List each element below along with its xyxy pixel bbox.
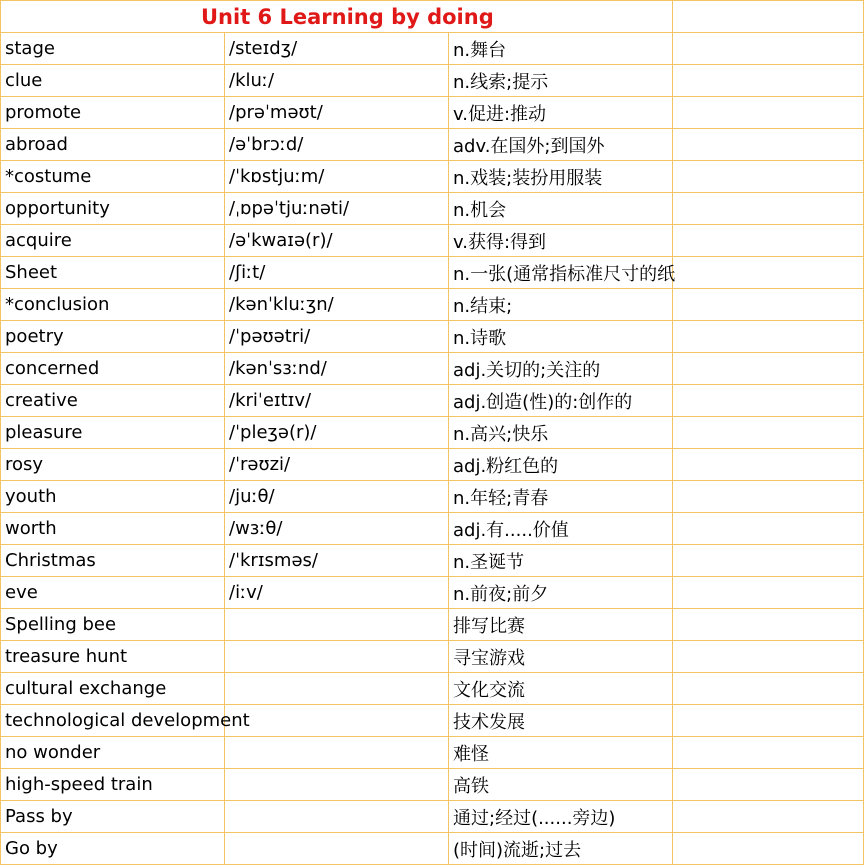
meaning-cell[interactable]: n.线索;提示: [449, 65, 673, 97]
meaning-cell[interactable]: v.促进:推动: [449, 97, 673, 129]
phonetic-cell[interactable]: [225, 705, 449, 737]
word-cell[interactable]: creative: [1, 385, 225, 417]
phonetic-cell[interactable]: [225, 833, 449, 865]
meaning-cell[interactable]: n.机会: [449, 193, 673, 225]
empty-cell[interactable]: [673, 257, 864, 289]
phonetic-cell[interactable]: /kənˈsɜːnd/: [225, 353, 449, 385]
phonetic-cell[interactable]: /steɪdʒ/: [225, 33, 449, 65]
word-cell[interactable]: no wonder: [1, 737, 225, 769]
meaning-cell[interactable]: v.获得:得到: [449, 225, 673, 257]
word-cell[interactable]: opportunity: [1, 193, 225, 225]
word-cell[interactable]: concerned: [1, 353, 225, 385]
meaning-cell[interactable]: 技术发展: [449, 705, 673, 737]
empty-cell[interactable]: [673, 225, 864, 257]
word-cell[interactable]: Go by: [1, 833, 225, 865]
phonetic-cell[interactable]: /ˈpleʒə(r)/: [225, 417, 449, 449]
meaning-cell[interactable]: n.年轻;青春: [449, 481, 673, 513]
phonetic-cell[interactable]: [225, 641, 449, 673]
empty-cell[interactable]: [673, 481, 864, 513]
phonetic-cell[interactable]: /əˈkwaɪə(r)/: [225, 225, 449, 257]
phonetic-cell[interactable]: /kluː/: [225, 65, 449, 97]
empty-cell[interactable]: [673, 705, 864, 737]
word-cell[interactable]: stage: [1, 33, 225, 65]
empty-cell[interactable]: [673, 129, 864, 161]
table-row: [1, 449, 864, 481]
word-cell[interactable]: clue: [1, 65, 225, 97]
word-cell[interactable]: eve: [1, 577, 225, 609]
phonetic-cell[interactable]: /juːθ/: [225, 481, 449, 513]
word-cell[interactable]: promote: [1, 97, 225, 129]
phonetic-cell[interactable]: /ˌɒpəˈtjuːnəti/: [225, 193, 449, 225]
empty-cell[interactable]: [673, 321, 864, 353]
meaning-cell[interactable]: (时间)流逝;过去: [449, 833, 673, 865]
phonetic-cell[interactable]: [225, 801, 449, 833]
meaning-cell[interactable]: adj.创造(性)的:创作的: [449, 385, 673, 417]
meaning-cell[interactable]: n.圣诞节: [449, 545, 673, 577]
table-row: [1, 481, 864, 513]
word-cell[interactable]: *costume: [1, 161, 225, 193]
table-row: [1, 33, 864, 65]
meaning-cell[interactable]: adj.粉红色的: [449, 449, 673, 481]
word-cell[interactable]: technological development: [1, 705, 225, 737]
meaning-cell[interactable]: n.高兴;快乐: [449, 417, 673, 449]
phonetic-cell[interactable]: /iːv/: [225, 577, 449, 609]
word-cell[interactable]: Sheet: [1, 257, 225, 289]
phonetic-cell[interactable]: [225, 609, 449, 641]
word-cell[interactable]: worth: [1, 513, 225, 545]
meaning-cell[interactable]: n.戏装;装扮用服装: [449, 161, 673, 193]
table-row: [1, 705, 864, 737]
empty-cell[interactable]: [673, 65, 864, 97]
empty-cell[interactable]: [673, 609, 864, 641]
empty-cell[interactable]: [673, 353, 864, 385]
table-row: [1, 801, 864, 833]
phonetic-cell[interactable]: /ˈrəʊzi/: [225, 449, 449, 481]
table-row: [1, 641, 864, 673]
empty-cell[interactable]: [673, 641, 864, 673]
empty-cell[interactable]: [673, 385, 864, 417]
empty-cell[interactable]: [673, 737, 864, 769]
phonetic-cell[interactable]: /kənˈkluːʒn/: [225, 289, 449, 321]
word-cell[interactable]: acquire: [1, 225, 225, 257]
word-cell[interactable]: Pass by: [1, 801, 225, 833]
phonetic-cell[interactable]: /əˈbrɔːd/: [225, 129, 449, 161]
phonetic-cell[interactable]: /ˈkɒstjuːm/: [225, 161, 449, 193]
meaning-cell[interactable]: n.一张(通常指标准尺寸的纸: [449, 257, 673, 289]
unit-title: Unit 6 Learning by doing: [201, 4, 494, 29]
table-row: [1, 289, 864, 321]
table-row: [1, 353, 864, 385]
phonetic-cell[interactable]: /ˈpəʊətri/: [225, 321, 449, 353]
phonetic-cell[interactable]: /kriˈeɪtɪv/: [225, 385, 449, 417]
phonetic-cell[interactable]: /ˈkrɪsməs/: [225, 545, 449, 577]
word-cell[interactable]: treasure hunt: [1, 641, 225, 673]
phonetic-cell[interactable]: [225, 769, 449, 801]
phonetic-cell[interactable]: /ʃiːt/: [225, 257, 449, 289]
title-row: [1, 1, 864, 33]
meaning-cell[interactable]: adj.有.....价值: [449, 513, 673, 545]
empty-cell[interactable]: [673, 289, 864, 321]
word-cell[interactable]: rosy: [1, 449, 225, 481]
word-cell[interactable]: poetry: [1, 321, 225, 353]
empty-cell[interactable]: [673, 1, 864, 33]
word-cell[interactable]: Spelling bee: [1, 609, 225, 641]
empty-cell[interactable]: [673, 161, 864, 193]
table-row: [1, 513, 864, 545]
empty-cell[interactable]: [673, 97, 864, 129]
empty-cell[interactable]: [673, 769, 864, 801]
meaning-cell[interactable]: adj.关切的;关注的: [449, 353, 673, 385]
meaning-cell[interactable]: n.前夜;前夕: [449, 577, 673, 609]
table-row: [1, 577, 864, 609]
meaning-cell[interactable]: 寻宝游戏: [449, 641, 673, 673]
table-row: [1, 609, 864, 641]
empty-cell[interactable]: [673, 801, 864, 833]
table-row: [1, 257, 864, 289]
word-cell[interactable]: *conclusion: [1, 289, 225, 321]
table-row: [1, 225, 864, 257]
table-row: [1, 417, 864, 449]
word-cell[interactable]: high-speed train: [1, 769, 225, 801]
table-row: [1, 129, 864, 161]
meaning-cell[interactable]: 高铁: [449, 769, 673, 801]
title-cell[interactable]: [1, 1, 673, 33]
empty-cell[interactable]: [673, 193, 864, 225]
table-row: [1, 385, 864, 417]
table-row: [1, 833, 864, 865]
table-row: [1, 161, 864, 193]
phonetic-cell[interactable]: [225, 673, 449, 705]
meaning-cell[interactable]: n.诗歌: [449, 321, 673, 353]
meaning-cell[interactable]: 排写比赛: [449, 609, 673, 641]
meaning-cell[interactable]: 文化交流: [449, 673, 673, 705]
table-row: [1, 97, 864, 129]
empty-cell[interactable]: [673, 33, 864, 65]
empty-cell[interactable]: [673, 513, 864, 545]
empty-cell[interactable]: [673, 833, 864, 865]
meaning-cell[interactable]: n.结束;: [449, 289, 673, 321]
word-cell[interactable]: pleasure: [1, 417, 225, 449]
word-cell[interactable]: abroad: [1, 129, 225, 161]
empty-cell[interactable]: [673, 545, 864, 577]
table-row: [1, 321, 864, 353]
meaning-cell[interactable]: 难怪: [449, 737, 673, 769]
empty-cell[interactable]: [673, 577, 864, 609]
meaning-cell[interactable]: adv.在国外;到国外: [449, 129, 673, 161]
meaning-cell[interactable]: 通过;经过(......旁边): [449, 801, 673, 833]
table-row: [1, 545, 864, 577]
table-row: [1, 65, 864, 97]
table-row: [1, 673, 864, 705]
phonetic-cell[interactable]: /wɜːθ/: [225, 513, 449, 545]
word-cell[interactable]: youth: [1, 481, 225, 513]
table-row: [1, 193, 864, 225]
word-cell[interactable]: Christmas: [1, 545, 225, 577]
empty-cell[interactable]: [673, 417, 864, 449]
meaning-cell[interactable]: n.舞台: [449, 33, 673, 65]
phonetic-cell[interactable]: [225, 737, 449, 769]
word-cell[interactable]: cultural exchange: [1, 673, 225, 705]
empty-cell[interactable]: [673, 673, 864, 705]
phonetic-cell[interactable]: /prəˈməʊt/: [225, 97, 449, 129]
table-row: [1, 769, 864, 801]
table-row: [1, 737, 864, 769]
empty-cell[interactable]: [673, 449, 864, 481]
